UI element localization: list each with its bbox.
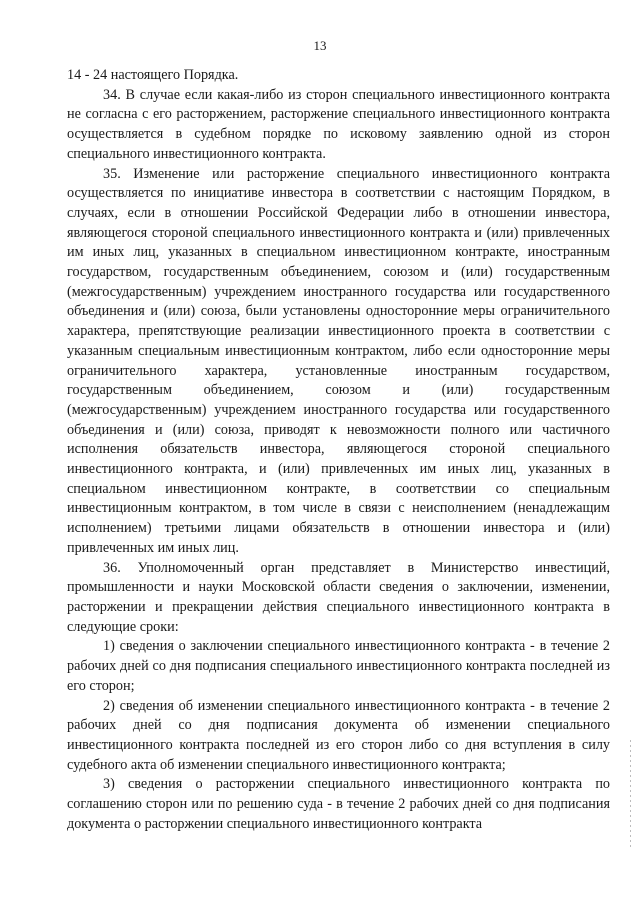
scan-edge-mark (630, 740, 631, 850)
paragraph-36-item-1: 1) сведения о заключении специального инвестиционного контракта - в течение 2 рабочих дней со дня подписания специального инвестиционного контракта последней из его сторон; (67, 638, 610, 694)
paragraph-34: 34. В случае если какая-либо из сторон специального инвестиционного контракта не согласна с его расторжением, расторжение специального инвестиционного контракта осуществляется в судебном порядке по исковому заявлению одной из сторон специального инвестиционного контракта. (67, 86, 610, 162)
paragraph-35: 35. Изменение или расторжение специального инвестиционного контракта осуществляется по инициативе инвестора в соответствии с настоящим Порядком, в случаях, если в отношении Российской Федерации либо в отношении инвестора, являющегося стороной специального инвестиционного контракта и (или) привлеченных им иных лиц, указанных в специальном инвестиционном контракте, иностранным государством, государственным объединением, союзом и (или) государственным (межгосударственным) учреждением иностранного государства или государственного объединения и (или) союза, были установлены односторонние меры ограничительного характера, препятствующие реализации инвестиционного проекта в соответствии с указанным специальным инвестиционным контрактом, либо если односторонние меры ограничительного характера, установленные иностранным государством, государственным объединением, союзом и (или) государственным (межгосударственным) учреждением иностранного государства или государственного объединения и (или) союза, приводят к невозможности полного или частичного исполнения обязательств инвестора, являющегося стороной специального инвестиционного контракта, и (или) привлеченных им иных лиц, указанных в специальном инвестиционном контракте, в соответствии со специальным инвестиционным контрактом, в том числе в связи с неисполнением (ненадлежащим исполнением) третьими лицами обязательств в отношении инвестора и (или) привлеченных им иных лиц. (67, 165, 610, 556)
paragraph-36: 36. Уполномоченный орган представляет в Министерство инвестиций, промышленности и науки Московской области сведения о заключении, изменении, расторжении и прекращении действия специального инвестиционного контракта в следующие сроки: (67, 559, 610, 635)
paragraph-continuation: 14 - 24 настоящего Порядка. (67, 67, 239, 83)
paragraph-36-item-2: 2) сведения об изменении специального инвестиционного контракта - в течение 2 рабочих дней со дня подписания документа об изменении специального инвестиционного контракта последней из его сторон либо со дня вступления в силу судебного акта об изменении специального инвестиционного контракта; (67, 697, 610, 773)
paragraph-36-item-3: 3) сведения о расторжении специального инвестиционного контракта по соглашению сторон или по решению суда - в течение 2 рабочих дней со дня подписания документа о расторжении специального инвестиционного контракта (67, 776, 610, 832)
document-body (67, 66, 610, 834)
page-number: 13 (313, 38, 327, 53)
